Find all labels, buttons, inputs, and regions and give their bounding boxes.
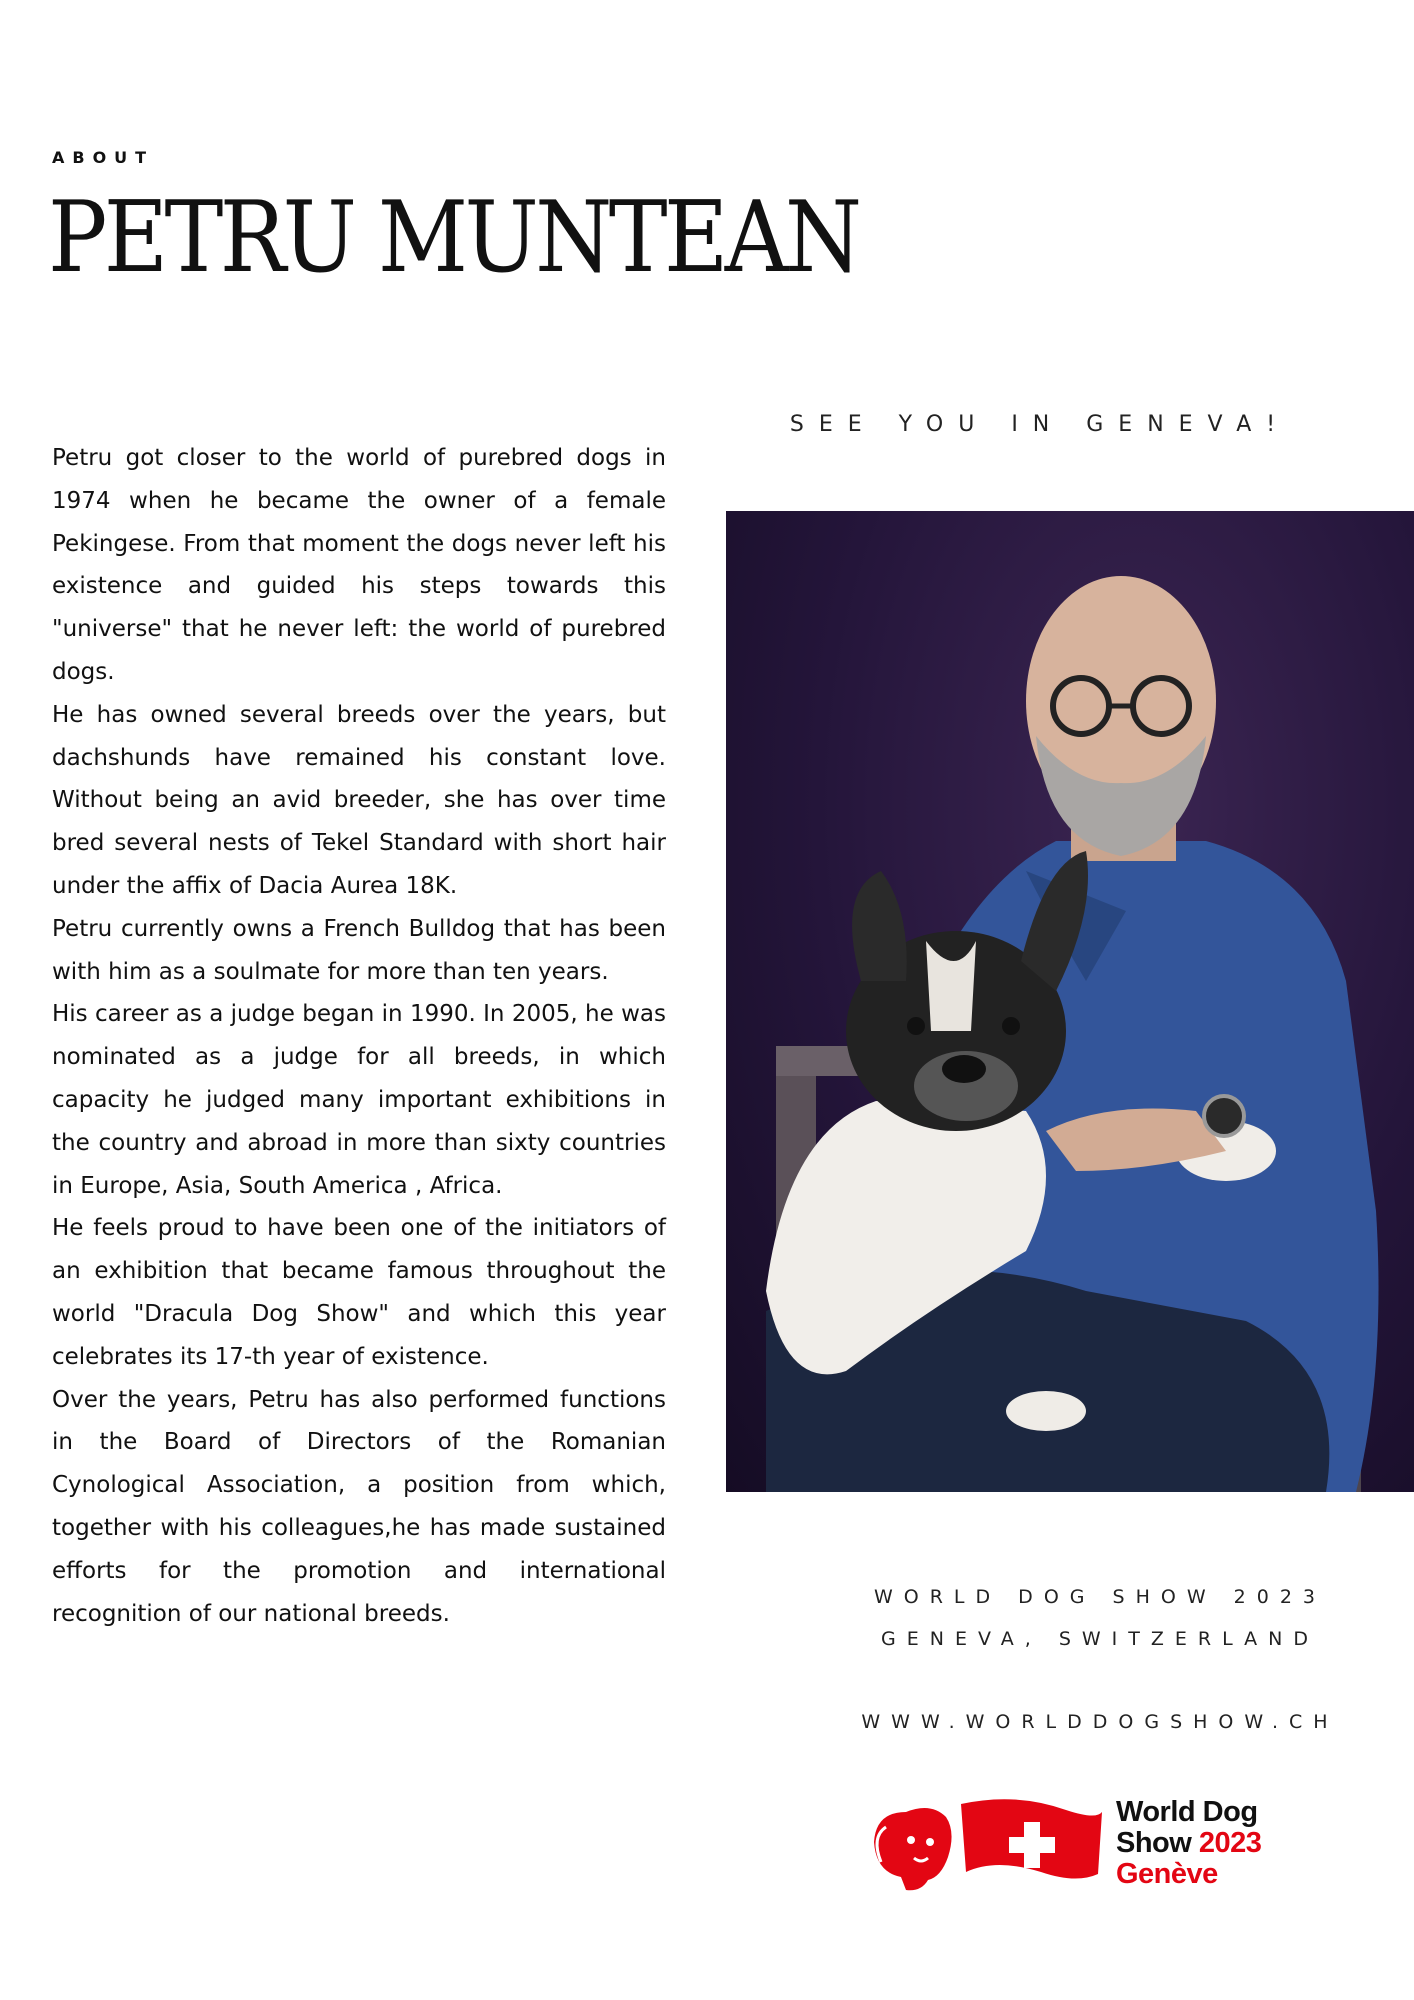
logo-show-text: Show — [1116, 1827, 1199, 1859]
tagline: SEE YOU IN GENEVA! — [789, 412, 1291, 437]
portrait-photo — [726, 511, 1414, 1492]
bio-paragraph: Over the years, Petru has also performed functions in the Board of Directors of the Romanian Cynological Association, a position from which, together with his colleagues,he has made sustained efforts for the promotion and international recognition of our national breeds. — [52, 1386, 666, 1627]
bio-paragraph: Petru got closer to the world of purebred dogs in 1974 when he became the owner of a female Pekingese. From that moment the dogs never left his existence and guided his steps towards this "universe" that he never left: the world of purebred dogs. — [52, 445, 666, 685]
logo-wordmark — [1116, 1797, 1261, 1890]
section-eyebrow: ABOUT — [52, 148, 155, 167]
event-name: WORLD DOG SHOW 2023 — [873, 1586, 1327, 1608]
logo-year-text: 2023 — [1198, 1827, 1262, 1859]
bio-paragraph: Petru currently owns a French Bulldog that has been with him as a soulmate for more than ten years. — [52, 915, 666, 985]
portrait-illustration — [726, 511, 1414, 1492]
event-website-link[interactable]: WWW.WORLDDOGSHOW.CH — [861, 1711, 1339, 1733]
bio-paragraph: He feels proud to have been one of the initiators of an exhibition that became famous throughout the world "Dracula Dog Show" and which this year celebrates its 17-th year of existence. — [52, 1215, 666, 1370]
logo-line-1: World Dog — [1116, 1796, 1258, 1828]
logo-line-2 — [1116, 1828, 1261, 1859]
page-title: PETRU MUNTEAN — [48, 181, 859, 295]
event-location: GENEVA, SWITZERLAND — [881, 1628, 1319, 1650]
logo-line-3: Genève — [1116, 1858, 1218, 1890]
biography-text — [52, 437, 666, 1635]
bio-paragraph: He has owned several breeds over the years, but dachshunds have remained his constant love. Without being an avid breeder, she has over time bred several nests of Tekel Standard with short hair under the affix of Dacia Aurea 18K. — [52, 701, 666, 899]
bio-paragraph: His career as a judge began in 1990. In 2005, he was nominated as a judge for all breeds, in which capacity he judged many important exhibitions in the country and abroad in more than sixty countries in Europe, Asia, South America , Africa. — [52, 1001, 666, 1199]
